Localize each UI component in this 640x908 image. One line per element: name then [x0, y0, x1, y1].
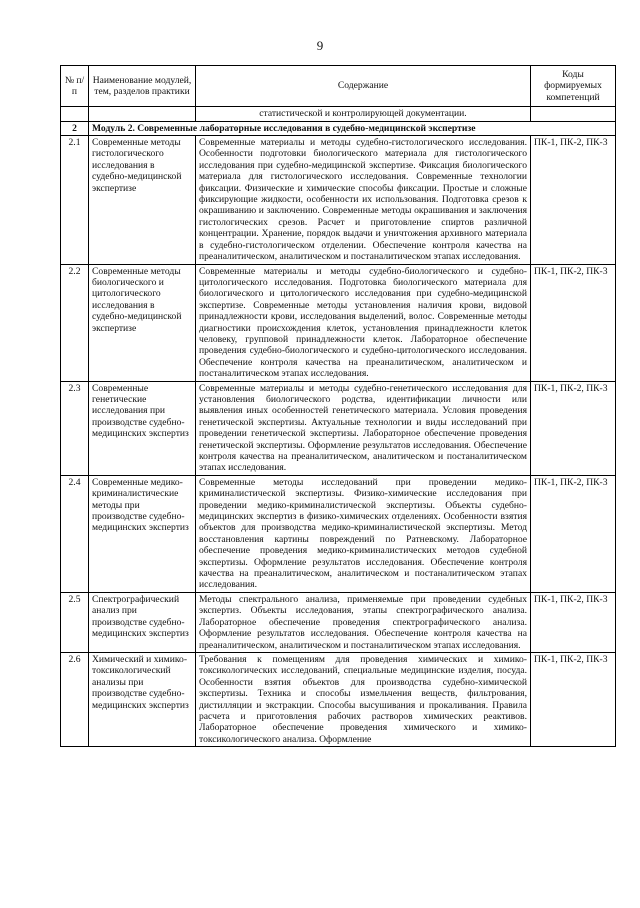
row-num: 2.5	[61, 592, 89, 652]
module-title: Модуль 2. Современные лабораторные исследования в судебно-медицинской экспертизе	[89, 121, 616, 135]
row-num: 2.3	[61, 381, 89, 475]
table-row	[61, 475, 616, 592]
competence-codes: ПК-1, ПК-2, ПК-3	[531, 381, 616, 475]
table-header-row	[61, 66, 616, 107]
continuation-text: статистической и контролирующей документации.	[196, 107, 531, 121]
table-row	[61, 592, 616, 652]
header-num: № п/п	[61, 66, 89, 107]
competence-codes: ПК-1, ПК-2, ПК-3	[531, 264, 616, 381]
table-row	[61, 381, 616, 475]
topic-content: Современные материалы и методы судебно-биологического и судебно-цитологического исследования. Подготовка биологического материала для биологического и цитологического исследования при судебно-медицинской экспертизе. Современные методы установления наличия крови, видовой принадлежности крови, исследования выделений, волос. Современные методы диагностики происхождения клеток, установления принадлежности клеток человеку, групповой принадлежности клеток. Лабораторное обеспечение проведения судебно-биологического и судебно-цитологического исследования. Обеспечение контроля качества на преаналитическом, аналитическом и постаналитическом этапах исследования.	[196, 264, 531, 381]
module-row	[61, 121, 616, 135]
topic-content: Современные материалы и методы судебно-генетического исследования для установления биологического родства, идентификации личности или выявления иных особенностей генетического материала. Условия проведения генетической экспертизы. Актуальные технологии и виды исследований при проведении генетической экспертизы. Лабораторное обеспечение проведения генетической экспертизы. Оформление результатов исследования. Обеспечение контроля качества на преаналитическом, аналитическом и постаналитическом этапах исследования.	[196, 381, 531, 475]
topic-content: Современные методы исследований при проведении медико-криминалистической экспертизы. Физико-химические исследования при проведении медико-криминалистической экспертизы. Объекты судебно-медицинских экспертиз в физико-химических отделениях. Особенности взятия объектов для производства медико-криминалистической экспертизы. Метод восстановления картины повреждений по Ратневскому. Лабораторное обеспечение проведения медико-криминалистических методов судебной экспертизы. Оформление результатов исследования. Обеспечение контроля качества на преаналитическом, аналитическом и постаналитическом этапах исследования.	[196, 475, 531, 592]
module-num: 2	[61, 121, 89, 135]
topic-name: Химический и химико-токсикологический анализы при производстве судебно-медицинских экспертиз	[89, 652, 196, 746]
header-name: Наименование модулей, тем, разделов практики	[89, 66, 196, 107]
table-row	[61, 264, 616, 381]
row-num: 2.1	[61, 136, 89, 264]
topic-content: Требования к помещениям для проведения химических и химико-токсикологических исследований, специальные медицинские изделия, посуда. Особенности взятия объектов для производства судебно-химической экспертизы. Техника и способы измельчения веществ, фильтрования, дистилляции и экстракции. Способы высушивания и прокаливания. Правила расчета и приготовления рабочих растворов химических реактивов. Лабораторное обеспечение проведения химического и химико-токсикологического анализа. Оформление	[196, 652, 531, 746]
competence-codes: ПК-1, ПК-2, ПК-3	[531, 592, 616, 652]
row-num: 2.6	[61, 652, 89, 746]
row-num: 2.4	[61, 475, 89, 592]
header-content: Содержание	[196, 66, 531, 107]
practice-content-table	[60, 65, 616, 747]
topic-content: Современные материалы и методы судебно-гистологического исследования. Особенности подготовки биологического материала для гистологического исследования при судебно-медицинской экспертизе. Фиксация биологического материала для гистологического исследования. Современные технологии фиксации. Физические и химические способы фиксации. Простые и сложные фиксирующие жидкости, особенности их использования. Подготовка срезов к окрашиванию и заключению. Современные методы окрашивания и заключения гистологических срезов. Расчет и приготовление спиртов различной концентрации. Хранение, порядок выдачи и уничтожения архивного материала в судебно-гистологическом отделении. Обеспечение контроля качества на преаналитическом, аналитическом и постаналитическом этапах исследования.	[196, 136, 531, 264]
header-codes: Коды формируемых компетенций	[531, 66, 616, 107]
topic-name: Современные методы гистологического исследования в судебно-медицинской экспертизе	[89, 136, 196, 264]
row-num: 2.2	[61, 264, 89, 381]
topic-name: Современные генетические исследования при производстве судебно-медицинских экспертиз	[89, 381, 196, 475]
topic-name: Современные методы биологического и цитологического исследования в судебно-медицинской экспертизе	[89, 264, 196, 381]
competence-codes: ПК-1, ПК-2, ПК-3	[531, 475, 616, 592]
topic-name: Спектрографический анализ при производстве судебно-медицинских экспертиз	[89, 592, 196, 652]
topic-name: Современные медико-криминалистические методы при производстве судебно-медицинских экспертиз	[89, 475, 196, 592]
page-number: 9	[316, 38, 324, 53]
continuation-row	[61, 107, 616, 121]
competence-codes: ПК-1, ПК-2, ПК-3	[531, 652, 616, 746]
table-row	[61, 652, 616, 746]
table-row	[61, 136, 616, 264]
topic-content: Методы спектрального анализа, применяемые при проведении судебных экспертиз. Объекты исследования, этапы спектрографического анализа. Лабораторное обеспечение проведения спектрографического анализа. Оформление результатов исследования. Обеспечение контроля качества на преаналитическом, аналитическом и постаналитическом этапах исследования.	[196, 592, 531, 652]
competence-codes: ПК-1, ПК-2, ПК-3	[531, 136, 616, 264]
